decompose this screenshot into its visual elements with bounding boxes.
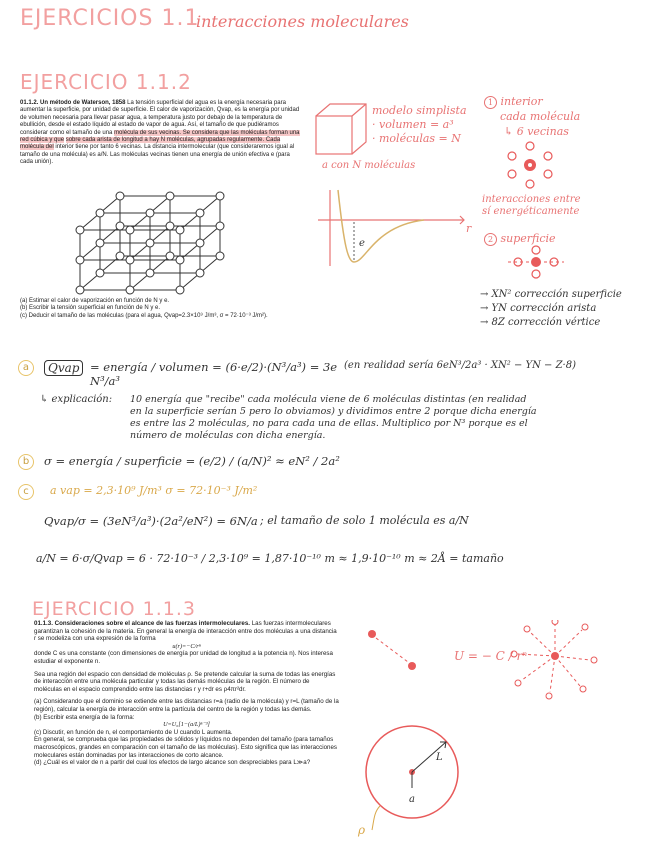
solution-c-result: a/N = 6·σ/Qvap = 6 · 72·10⁻³ / 2,3·10⁹ = 1,87·10⁻¹⁰ m ≈ 1,9·10⁻¹⁰ m ≈ 2Å = tamaño (36, 552, 504, 565)
part-c-text: (c) Deducir el tamaño de las moléculas (para el agua, Qvap=2.3×10⁹ J/m³, σ = 72·10⁻³ J/m²). (20, 312, 268, 319)
page-title: EJERCICIOS 1.1 (20, 6, 200, 31)
interaction-line-1: interacciones entre (482, 194, 581, 205)
solution-a-marker: a (18, 360, 34, 376)
exercise-2-statement (34, 620, 339, 767)
cube-note: a con N moléculas (322, 160, 416, 171)
statement-line: tamaño de una molécula) es a/N. Las moléculas vecinas tienen una energía de unión efectiva e (para cada unión). (20, 151, 290, 166)
interior-line-2: cada molécula (500, 110, 581, 123)
exercise-1-heading: EJERCICIO 1.1.2 (20, 70, 192, 94)
graph-e-label: e (359, 238, 365, 249)
explanation-line: número de moléculas con dicha energía. (130, 430, 326, 441)
solution-b-marker: b (18, 454, 34, 470)
model-label: modelo simplista (372, 104, 467, 117)
correction-edge: → YN corrección arista (480, 303, 597, 314)
explanation-label: ↳ explicación: (40, 394, 113, 405)
potential-graph (314, 186, 474, 270)
interior-number: 1 (484, 96, 497, 109)
rho-label: ρ (358, 823, 366, 837)
statement-line-highlight: sobre cada arista de longitud a hay N moléculas, agrupadas regularmente. Cada molécula del (20, 137, 281, 151)
solution-a-real: (en realidad sería 6eN³/2a³ · XN² − YN − Z·8) (344, 360, 576, 371)
statement-line: La tensión superficial del agua es la energía necesaria para aumentar la superficie, por unidad de superficie. El calor de (20, 100, 286, 114)
statement-line: vaporización, Qvap, es la energía por unidad de volumen necesaria para llevar pasar agua, (20, 107, 300, 121)
formula-2: U=U₀[1−(a/L)ⁿ⁻³] (163, 721, 210, 729)
statement-line: interior tiene por tanto 6 vecinas. La distancia intermolecular (que consideraremos igual al (55, 144, 295, 151)
paragraph-5: (b) Escribir esta energía de la forma: (34, 713, 135, 721)
paragraph-3: Sea una región del espacio con densidad de moléculas ρ. Se pretende calcular la suma de todas las energías de interacción entre una molécula particular y todas las demás moléculas de la región. El número de moléculas en el espacio comprendido entre las distancias r y r+dr es ρ4πr²dr. (34, 670, 336, 693)
exercise-2-sketches (350, 620, 640, 840)
explanation-line: es entre las 2 moléculas, no para cada una de ellas. Multiplico por N³ porque es el (130, 418, 528, 429)
surface-label: superficie (500, 232, 556, 245)
circle-L-label: L (436, 752, 443, 763)
interior-note (484, 94, 580, 139)
exercise-1-problem-title: 01.1.2. Un método de Waterson, 1858 (20, 100, 126, 106)
formula-1: u(r)=−C/rⁿ (172, 642, 201, 650)
solution-b-equation: σ = energía / superficie = (e/2) / (a/N)² ≈ eN² / 2a² (44, 454, 340, 468)
correction-vertex: → 8Z corrección vértice (480, 317, 601, 328)
paragraph-6: (c) Discutir, en función de n, el comportamiento de U cuando L aumenta. (34, 728, 233, 736)
surface-molecule-sketch (506, 244, 566, 280)
paragraph-2: donde C es una constante (con dimensiones de energía por unidad de longitud a la potencia n). Nos interesa estudiar el exponente n. (34, 650, 333, 665)
model-notes (372, 104, 467, 146)
paragraph-4: (a) Considerando que el dominio se extiende entre las distancias r=a (radio de la molécula) y r=L (tamaño de la región), calcular la energía de interacción entre la partícula del centro de la región y todas las demás. (34, 698, 339, 713)
paragraph-1: Las fuerzas intermoleculares garantizan la cohesión de la materia. En general la energía de interacción entre dos moléculas a una distancia r se modeliza con una expresión de la forma (34, 620, 337, 643)
exercise-1-parts (20, 298, 310, 320)
statement-line: estado de vapor de agua. Así, el tamaño de que pudiéramos considerar como el tamaño de una (20, 122, 279, 136)
exercise-2-heading: EJERCICIO 1.1.3 (32, 598, 196, 620)
solution-a-equation: = energía / volumen = (6·e/2)·(N³/a³) = 3e N³/a³ (90, 360, 338, 388)
interior-molecule-sketch (500, 138, 560, 190)
cube-sketch (312, 100, 370, 160)
interaction-note (482, 194, 580, 218)
interior-label: interior (500, 95, 543, 108)
interaction-line-2: sí energéticamente (482, 206, 580, 217)
exercise-1-statement (20, 100, 300, 167)
page-subtitle: interacciones moleculares (196, 12, 409, 31)
explanation-line: en la superficie serían 5 pero lo obviamos) y dividimos entre 2 porque dicha energía (130, 406, 537, 417)
explanation-line: 10 energía que "recibe" cada molécula viene de 6 moléculas distintas (en realidad (130, 394, 527, 405)
statement-line: a temperatura justo por debajo de la temperatura de ebullición, desde el estado líquido al (20, 114, 283, 129)
exercise-2-problem-title: 01.1.3. Consideraciones sobre el alcance de las fuerzas intermoleculares. (34, 620, 250, 627)
u-formula: U = − C / rⁿ (454, 649, 528, 663)
cubic-lattice-figure (60, 190, 250, 295)
interior-line-3: ↳ 6 vecinas (504, 125, 569, 138)
circle-a-label: a (409, 794, 415, 805)
graph-r-label: r (466, 222, 472, 235)
correction-surface: → XN² corrección superficie (480, 289, 622, 300)
surface-number: 2 (484, 233, 497, 246)
solution-c-ratio-note: ; el tamaño de solo 1 molécula es a/N (260, 514, 469, 527)
qvap-box: Qvap (44, 360, 83, 376)
statement-line-highlight: molécula de sus vecinas. Se considera que las moléculas forman una red cúbica y que (20, 129, 300, 144)
paragraph-8: (d) ¿Cuál es el valor de n a partir del cual los efectos de largo alcance son despreciables para L≫a? (34, 759, 311, 767)
molecules-label: · moléculas = N (372, 132, 461, 145)
solution-c-marker: c (18, 484, 34, 500)
corrections-list (480, 288, 622, 330)
volume-label: · volumen = a³ (372, 118, 454, 131)
part-a-text: (a) Estimar el calor de vaporización en función de N y e. (20, 298, 170, 304)
paragraph-7: En general, se comprueba que las propiedades de sólidos y líquidos no dependen del tamaño (para tamaños macroscópicos, grandes en comparación con el tamaño de las moléculas). Esto significa que las interacciones moleculares están dominadas por las interacciones de corto alcance. (34, 736, 338, 759)
solution-c-data: a vap = 2,3·10⁹ J/m³ σ = 72·10⁻³ J/m² (50, 484, 258, 497)
solution-c-ratio: Qvap/σ = (3eN³/a³)·(2a²/eN²) = 6N/a (44, 514, 258, 528)
explanation-text (130, 394, 630, 442)
part-b-text: (b) Escribir la tensión superficial en función de N y e. (20, 305, 161, 312)
